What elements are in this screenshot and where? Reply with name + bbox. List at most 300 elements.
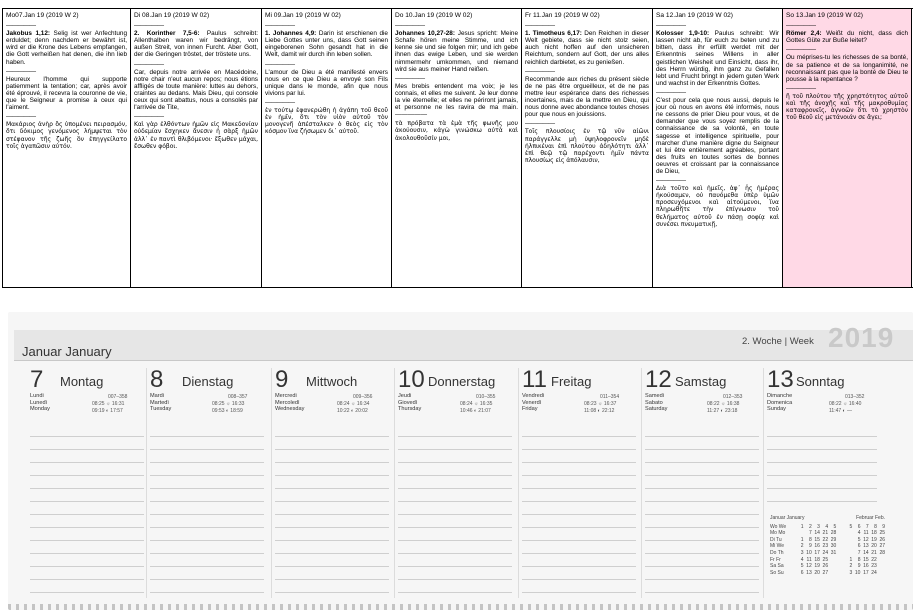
writing-line	[30, 462, 144, 463]
day-translation: Mardi	[150, 393, 164, 399]
mini-date: 10	[854, 569, 861, 576]
writing-line	[275, 553, 389, 554]
separator: —————	[134, 113, 164, 121]
mini-gap	[836, 563, 844, 570]
writing-line	[522, 592, 636, 593]
day-translation: Wednesday	[275, 406, 305, 412]
mini-date: 30	[830, 543, 837, 550]
sun-times: 08:22 ☼ 16:40	[829, 401, 862, 407]
day-of-year: 012–353	[723, 394, 743, 400]
mini-date: 29	[830, 536, 837, 543]
writing-line	[30, 566, 144, 567]
day-number: 13	[767, 366, 794, 393]
mini-date	[877, 570, 885, 577]
mini-date: 4	[857, 530, 861, 537]
verse-french	[395, 83, 518, 118]
day-header: Do 10.Jan 19 (2019 W 02)	[395, 12, 473, 19]
mini-date	[828, 563, 836, 570]
writing-line	[398, 514, 512, 515]
writing-line	[150, 566, 264, 567]
mini-calendar-row	[770, 524, 885, 531]
mini-gap	[836, 543, 844, 550]
mini-date: 5	[833, 523, 837, 530]
planner-day	[275, 366, 393, 426]
day-translation: Dimanche	[767, 393, 793, 399]
mini-date	[795, 530, 803, 537]
writing-line	[398, 436, 512, 437]
day-name: Sonntag	[796, 374, 845, 389]
writing-line	[275, 488, 389, 489]
day-divider	[518, 368, 519, 598]
separator: —————	[6, 67, 36, 75]
writing-line	[645, 540, 759, 541]
day-of-year: 007–358	[108, 394, 128, 400]
verse-german	[525, 30, 649, 65]
mini-date	[877, 557, 885, 564]
writing-line	[522, 579, 636, 580]
mini-date: 26	[822, 563, 829, 570]
writing-line	[645, 488, 759, 489]
verse-german	[786, 30, 908, 44]
mini-date: 15	[863, 556, 869, 563]
mini-date: 21	[871, 549, 877, 556]
sun-times: 08:23 ☼ 16:37	[584, 401, 617, 407]
mini-date: 22	[871, 556, 877, 563]
day-translation: Samedi	[645, 393, 664, 399]
mini-date: 20	[871, 543, 877, 550]
verse-text: Den Reichen in dieser Welt gebiete, dass sie nicht stolz seien, auch nicht hoffen auf den unsicheren Reichtum, sondern auf Gott, der uns alles reichlich darbietet, es zu genießen.	[525, 30, 649, 66]
writing-line	[150, 592, 264, 593]
sun-times: 08:24 ☼ 16:35	[460, 401, 493, 407]
mini-date: 19	[814, 563, 820, 570]
mini-date: 13	[863, 543, 869, 550]
day-of-year: 010–355	[476, 394, 496, 400]
verse-text: ἢ τοῦ πλούτου τῆς χρηστότητος αὐτοῦ καὶ τῆς ἀνοχῆς καὶ τῆς μακροθυμίας καταφρονεῖς, ἀγνοῶν ὅτι τὸ χρηστὸν τοῦ θεοῦ εἰς μετάνοιάν σε ἄγει;	[786, 92, 908, 122]
mini-date: 23	[822, 543, 829, 550]
moon-times: 11:47 ◐ —	[829, 408, 852, 414]
writing-line	[150, 475, 264, 476]
day-translation: Domenica	[767, 399, 793, 406]
writing-line	[275, 449, 389, 450]
separator: —————	[265, 60, 295, 68]
mini-date: 7	[857, 549, 861, 556]
writing-line	[398, 592, 512, 593]
moon-times: 09:19 ◐ 17:57	[92, 408, 123, 414]
day-translations	[522, 393, 544, 413]
verse-german	[265, 30, 388, 58]
writing-line	[767, 462, 877, 463]
greek-text	[6, 121, 127, 149]
writing-line	[275, 527, 389, 528]
moon-times: 10:46 ◐ 21:07	[460, 408, 491, 414]
mini-date: 21	[822, 530, 829, 537]
planner-day	[150, 366, 268, 426]
mini-calendar-row	[770, 557, 885, 564]
writing-line	[275, 592, 389, 593]
mini-calendar-row	[770, 550, 885, 557]
day-name: Samstag	[675, 374, 727, 389]
moon-times: 11:08 ◐ 22:12	[584, 408, 615, 414]
verse-text: Καὶ γὰρ ἐλθόντων ἡμῶν εἰς Μακεδονίαν οὐδεμίαν ἔσχηκεν ἄνεσιν ἡ σὰρξ ἡμῶν ἀλλ᾽ ἐν παντὶ θλιβόμενοι· ἔξωθεν μάχαι, ἔσωθεν φόβοι.	[134, 121, 258, 150]
verse-text: Car, depuis notre arrivée en Macédoine, notre chair n'eut aucun repos; nous étions affligés de toute manière: luttes au dehors, craintes au dedans. Mais Dieu, qui console ceux qui sont abattus, nous a consolés par l'arrivée de Tite,	[134, 68, 258, 112]
day-translation: Saturday	[645, 406, 668, 412]
day-translation: Sunday	[767, 406, 786, 412]
writing-line	[767, 436, 877, 437]
verse-german	[395, 30, 518, 73]
writing-line	[645, 527, 759, 528]
mini-date: 18	[814, 556, 820, 563]
writing-line	[150, 540, 264, 541]
writing-line	[398, 488, 512, 489]
verse-german	[6, 30, 127, 65]
mini-date: 26	[879, 536, 886, 543]
mini-date: 22	[822, 536, 829, 543]
writing-line	[275, 462, 389, 463]
day-divider	[146, 368, 147, 598]
writing-line	[30, 475, 144, 476]
day-name: Donnerstag	[428, 374, 496, 389]
greek-text	[395, 120, 518, 141]
mini-date: 6	[800, 569, 804, 576]
day-column	[3, 9, 131, 287]
writing-line	[398, 579, 512, 580]
day-column	[653, 9, 783, 287]
greek-text	[265, 107, 388, 135]
writing-line	[398, 475, 512, 476]
verse-text: Weißt du nicht, dass dich Gottes Güte zur Buße leitet?	[786, 30, 908, 45]
mini-date: 6	[857, 543, 861, 550]
day-header: So 13.Jan 19 (2019 W 02)	[786, 12, 863, 19]
separator: —————	[786, 46, 816, 54]
writing-line	[275, 436, 389, 437]
separator: —————	[395, 22, 425, 30]
verse-reference: Römer 2,4:	[786, 30, 822, 38]
mini-date: 4	[825, 523, 829, 530]
mini-date: 17	[863, 569, 869, 576]
separator: —————	[6, 113, 36, 121]
mini-date: 5	[857, 536, 861, 543]
mini-calendar-row	[770, 570, 885, 577]
verse-reference: 2. Korinther 7,5-6:	[134, 30, 200, 38]
planner-year: 2019	[828, 322, 895, 353]
day-number: 9	[275, 366, 289, 393]
mini-weekday-label: Fr Fr	[770, 556, 781, 563]
writing-line	[30, 449, 144, 450]
writing-line	[767, 449, 877, 450]
verse-text: Mes brebis entendent ma voix; je les connais, et elles me suivent. Je leur donne la vie éternelle; et elles ne périront jamais, et personne ne les ravira de ma main. —————	[395, 82, 518, 119]
writing-line	[275, 475, 389, 476]
day-divider	[271, 368, 272, 598]
verse-text: Τοῖς πλουσίοις ἐν τῷ νῦν αἰῶνι παράγγελλε μὴ ὑψηλοφρονεῖν μηδὲ ἠλπικέναι ἐπὶ πλούτου ἀδηλότητι ἀλλ᾽ ἐπὶ θεῷ τῷ παρέχοντι ἡμῖν πάντα πλουσίως εἰς ἀπόλαυσιν,	[525, 128, 649, 164]
day-header: Di 08.Jan 19 (2019 W 02)	[134, 12, 210, 19]
separator: —————	[656, 177, 686, 185]
writing-line	[150, 514, 264, 515]
day-number: 11	[522, 366, 547, 393]
verse-french	[656, 97, 779, 175]
day-header: Mo07.Jan 19 (2019 W 2)	[6, 12, 79, 19]
day-translation: Mercoledì	[275, 399, 300, 406]
day-translations	[767, 393, 792, 413]
mini-date: 12	[863, 536, 869, 543]
day-translation: Lunedì	[30, 399, 48, 406]
writing-line	[767, 475, 877, 476]
sun-times: 08:22 ☼ 16:38	[707, 401, 740, 407]
verse-french	[525, 76, 649, 119]
day-translations	[30, 393, 50, 413]
day-name: Montag	[60, 374, 104, 389]
mini-date: 8	[857, 556, 861, 563]
day-name: Dienstag	[182, 374, 234, 389]
writing-line	[767, 488, 877, 489]
writing-line	[398, 501, 512, 502]
writing-line	[522, 501, 636, 502]
separator: —————	[786, 22, 816, 30]
day-number: 7	[30, 366, 44, 393]
writing-line	[398, 553, 512, 554]
day-of-year: 009–356	[353, 394, 373, 400]
mini-gap	[836, 557, 844, 564]
mini-date: 27	[822, 569, 829, 576]
mini-weekday-label: Wo We	[770, 523, 787, 530]
day-translations	[645, 393, 667, 413]
moon-times: 09:53 ◐ 18:59	[212, 408, 243, 414]
mini-date	[844, 550, 852, 557]
day-of-year: 011–354	[600, 394, 620, 400]
day-name: Mittwoch	[306, 374, 358, 389]
separator: —————	[265, 22, 295, 30]
planner-day	[30, 366, 148, 426]
mini-calendar-row	[770, 563, 885, 570]
mini-date: 23	[871, 563, 877, 570]
day-translation: Vendredi	[522, 393, 545, 399]
separator: —————	[134, 60, 164, 68]
day-translation: Tuesday	[150, 406, 172, 412]
mini-weekday-label: Di Tu	[770, 536, 782, 543]
verse-text: Selig ist wer Anfechtung erduldet; denn nachdem er bewährt ist, wird er die Krone des Lebens empfangen, die Gott verheißen hat denen, die ihn lieb haben.	[6, 30, 128, 66]
mini-weekday-label: Do Th	[770, 549, 784, 556]
separator: —————	[265, 99, 295, 107]
day-name: Freitag	[551, 374, 592, 389]
mini-gap	[836, 550, 844, 557]
planner-day	[767, 366, 885, 426]
day-header: Fr 11.Jan 19 (2019 W 02)	[525, 12, 600, 19]
separator: —————	[786, 84, 816, 92]
verse-text: L'amour de Dieu a été manifesté envers nous en ce que Dieu a envoyé son Fils unique dans le monde, afin que nous vivions par lui.	[265, 68, 388, 97]
day-translations	[275, 393, 304, 413]
writing-line	[398, 566, 512, 567]
mini-gap	[836, 524, 844, 531]
mini-calendar-header	[770, 515, 885, 522]
mini-date	[844, 537, 852, 544]
mini-date: 27	[879, 543, 886, 550]
writing-line	[645, 436, 759, 437]
planner-day	[398, 366, 516, 426]
mini-weekday-label: So Su	[770, 569, 784, 576]
day-divider	[394, 368, 395, 598]
mini-date: 11	[863, 530, 869, 537]
mini-date: 24	[871, 569, 877, 576]
mini-date: 8	[808, 536, 812, 543]
day-translation: Thursday	[398, 406, 422, 412]
writing-line	[30, 527, 144, 528]
day-column	[522, 9, 653, 287]
mini-date: 4	[800, 556, 804, 563]
verse-reference: Kolosser 1,9-10:	[656, 30, 710, 38]
greek-text	[134, 121, 258, 149]
mini-gap	[836, 570, 844, 577]
day-divider	[641, 368, 642, 598]
mini-date	[844, 530, 852, 537]
day-translation: Giovedì	[398, 399, 418, 406]
mini-date: 20	[814, 569, 820, 576]
greek-text	[525, 128, 649, 163]
day-translation: Lundi	[30, 393, 44, 399]
writing-line	[522, 449, 636, 450]
verse-german	[134, 30, 258, 58]
writing-line	[522, 527, 636, 528]
mini-date: 12	[806, 563, 812, 570]
day-of-year: 013–352	[845, 394, 865, 400]
mini-calendar-row	[770, 537, 885, 544]
writing-line	[30, 514, 144, 515]
mini-month-feb: Februar Feb.	[856, 515, 885, 521]
writing-line	[522, 566, 636, 567]
moon-times: 10:22 ◐ 20:02	[337, 408, 368, 414]
writing-line	[150, 553, 264, 554]
verse-text: Jesus spricht: Meine Schafe hören meine Stimme, und ich kenne sie und sie folgen mir; und ich gebe ihnen das ewige Leben, und sie werden nimmermehr umkommen, und niemand wird sie aus meiner Hand reißen.	[395, 30, 518, 73]
planner-day	[522, 366, 640, 426]
planner-month: Januar January	[22, 344, 112, 359]
writing-line	[645, 449, 759, 450]
separator: —————	[525, 67, 555, 75]
writing-line	[150, 579, 264, 580]
mini-date: 7	[865, 523, 869, 530]
verse-text: τὰ πρόβατα τὰ ἐμὰ τῆς φωνῆς μου ἀκούουσιν, κἀγὼ γινώσκω αὐτὰ καὶ ἀκολουθοῦσίν μοι,	[395, 120, 518, 142]
separator: —————	[134, 22, 164, 30]
writing-line	[275, 540, 389, 541]
verse-text: Paulus schreibt: Allenthalben waren wir bedrängt, von außen Streit, von innen Furcht. Aber Gott, der die Geringen tröstet, der tröstete uns.	[134, 30, 258, 59]
day-translation: Sabato	[645, 399, 663, 406]
mini-date: 1	[800, 536, 804, 543]
writing-line	[150, 449, 264, 450]
writing-line	[767, 501, 877, 502]
separator: —————	[525, 22, 555, 30]
writing-line	[275, 514, 389, 515]
writing-line	[398, 449, 512, 450]
mini-date: 28	[830, 530, 837, 537]
day-column	[392, 9, 522, 287]
mini-date: 31	[830, 549, 837, 556]
separator: —————	[6, 22, 36, 30]
mini-date: 3	[817, 523, 820, 530]
sun-times: 08:25 ☼ 16:33	[212, 401, 245, 407]
writing-line	[150, 462, 264, 463]
writing-line	[150, 436, 264, 437]
day-number: 12	[645, 366, 672, 393]
mini-date: 7	[808, 530, 812, 537]
verse-french	[6, 76, 127, 111]
mini-weekday-label: Mi We	[770, 543, 785, 550]
mini-date: 2	[849, 563, 853, 570]
mini-date: 15	[814, 536, 820, 543]
separator: —————	[525, 120, 555, 128]
mini-date: 8	[874, 523, 877, 530]
writing-line	[522, 475, 636, 476]
verse-text: Heureux l'homme qui supporte patiemment la tentation; car, après avoir été éprouvé, il recevra la couronne de vie, que le Seigneur a promise à ceux qui l'aiment.	[6, 75, 127, 112]
moon-times: 11:27 ◐ 23:18	[707, 408, 738, 414]
verse-reference: 1. Timotheus 6,17:	[525, 30, 582, 38]
writing-line	[150, 501, 264, 502]
day-column	[131, 9, 262, 287]
writing-line	[522, 514, 636, 515]
sun-times: 08:25 ☼ 16:31	[92, 401, 125, 407]
day-translation: Mercredi	[275, 393, 297, 399]
writing-line	[275, 501, 389, 502]
planner-week: 2. Woche | Week	[742, 336, 814, 347]
mini-date: 19	[871, 536, 877, 543]
greek-text	[786, 93, 908, 121]
writing-line	[522, 462, 636, 463]
mini-date: 1	[800, 523, 804, 530]
verse-french	[786, 54, 908, 82]
mini-date: 25	[822, 556, 829, 563]
writing-line	[30, 540, 144, 541]
separator: —————	[395, 74, 425, 82]
verse-text: Διὰ τοῦτο καὶ ἡμεῖς, ἀφ᾽ ἧς ἡμέρας ἠκούσαμεν, οὐ παυόμεθα ὑπὲρ ὑμῶν προσευχόμενοι καὶ αἰτούμενοι, ἵνα πληρωθῆτε τὴν ἐπίγνωσιν τοῦ θελήματος αὐτοῦ ἐν πάσῃ σοφίᾳ καὶ συνέσει πνευματικῇ,	[656, 185, 779, 228]
writing-line	[398, 540, 512, 541]
writing-line	[645, 462, 759, 463]
day-translations	[150, 393, 171, 413]
mini-date	[828, 570, 836, 577]
day-translation: Monday	[30, 406, 50, 412]
writing-line	[275, 579, 389, 580]
greek-text	[656, 185, 779, 228]
mini-weekday-label: Sa Sa	[770, 563, 784, 570]
mini-date: 17	[814, 549, 820, 556]
verse-reference: 1. Johannes 4,9:	[265, 30, 317, 38]
mini-date: 16	[863, 563, 869, 570]
writing-line	[645, 514, 759, 515]
mini-month-jan: Januar January	[770, 515, 805, 521]
verse-text: Paulus schreibt: Wir lassen nicht ab, für euch zu beten und zu bitten, dass ihr erfüllt werdet mit der Erkenntnis seines Willens in aller geistlichen Weisheit und Einsicht, dass ihr, des Herrn würdig, ihm ganz zu Gefallen lebt und Frucht bringt in jedem guten Werk und wachst in der Erkenntnis Gottes.	[656, 30, 780, 87]
verse-text: Ou méprises-tu les richesses de sa bonté, de sa patience et de sa longanimité, ne reconnaissant pas que la bonté de Dieu te pousse à la repentance ?	[786, 54, 908, 83]
day-number: 10	[398, 366, 425, 393]
day-translation: Jeudi	[398, 393, 412, 399]
writing-line	[645, 592, 759, 593]
planner-binding-ticks	[8, 604, 913, 610]
mini-date: 6	[857, 523, 861, 530]
mini-date: 5	[849, 523, 853, 530]
day-header: Sa 12.Jan 19 (2019 W 02)	[656, 12, 733, 19]
writing-line	[522, 553, 636, 554]
writing-line	[150, 527, 264, 528]
mini-date: 10	[806, 549, 812, 556]
mini-date: 9	[808, 543, 812, 550]
mini-date: 14	[814, 530, 820, 537]
devotional-table	[2, 8, 913, 288]
writing-line	[30, 579, 144, 580]
verse-text: Recommande aux riches du présent siècle de ne pas être orgueilleux, et de ne pas mettre leur espérance dans des richesses incertaines, mais de la mettre en Dieu, qui nous donne avec abondance toutes choses pour que nous en jouissions.	[525, 75, 649, 119]
mini-date: 2	[800, 543, 804, 550]
day-column	[262, 9, 392, 287]
separator: —————	[656, 22, 686, 30]
mini-date: 3	[800, 549, 804, 556]
mini-date: 3	[849, 569, 853, 576]
mini-calendar-row	[770, 543, 885, 550]
mini-calendar	[770, 515, 885, 576]
writing-line	[30, 592, 144, 593]
mini-date: 28	[879, 549, 886, 556]
